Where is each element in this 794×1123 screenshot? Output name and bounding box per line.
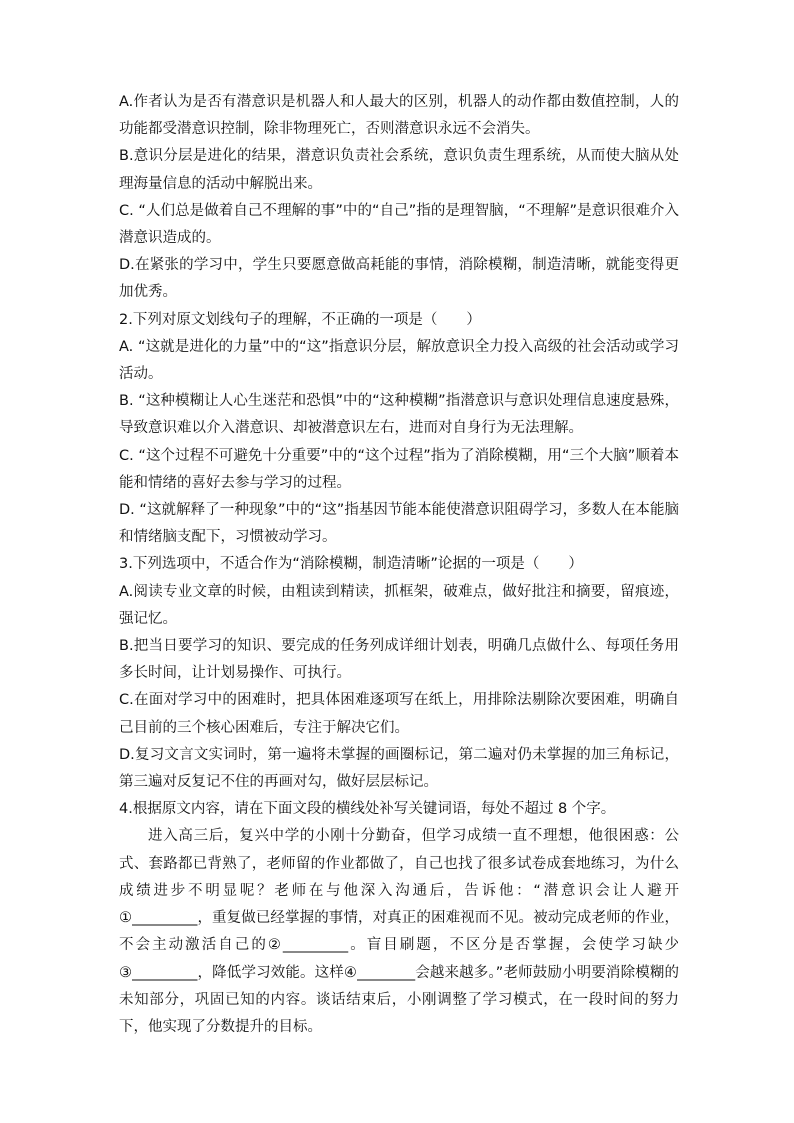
q3-option-d: D.复习文言文实词时，第一遍将未掌握的画圈标记，第二遍对仍未掌握的加三角标记，第三遍对反复记不住的再画对勾，做好层层标记。 (119, 746, 679, 791)
q3-stem: 3.下列选项中，不适合作为“消除模糊，制造清晰”论据的一项是（ ） (119, 556, 583, 573)
q3-option-b: B.把当日要学习的知识、要完成的任务列成详细计划表，明确几点做什么、每项任务用多长时间，让计划易操作、可执行。 (119, 638, 679, 682)
q2-stem: 2.下列对原文划线句子的理解，不正确的一项是（ ） (119, 311, 481, 328)
q1-option-d: D.在紧张的学习中，学生只要愿意做高耗能的事情，消除模糊，制造清晰，就能变得更加优秀。 (119, 257, 679, 301)
q2-option-a: A. “这就是进化的力量”中的“这”指意识分层，解放意识全力投入高级的社会活动或学习活动。 (119, 338, 679, 383)
q4-stem: 4.根据原文内容，请在下面文段的横线处补写关键词语，每处不超过 8 个字。 (119, 801, 616, 818)
q1-option-c: C. “人们总是做着自己不理解的事”中的“自己”指的是理智脑，“不理解”是意识很难介入潜意识造成的。 (119, 202, 679, 247)
q2-option-b: B. “这种模糊让人心生迷茫和恐惧”中的“这种模糊”指潜意识与意识处理信息速度悬殊，导致意识难以介入潜意识、却被潜意识左右，进而对自身行为无法理解。 (119, 393, 679, 437)
q2-option-c: C. “这个过程不可避免十分重要”中的“这个过程”指为了消除模糊，用“三个大脑”顺着本能和情绪的喜好去参与学习的过程。 (119, 447, 679, 491)
q3-option-c: C.在面对学习中的困难时，把具体困难逐项写在纸上，用排除法剔除次要困难，明确自己目前的三个核心困难后，专注于解决它们。 (119, 692, 679, 736)
question-content (119, 89, 679, 1041)
q4-passage: 进入高三后，复兴中学的小刚十分勤奋，但学习成绩一直不理想，他很困惑：公式、套路都已背熟了，老师留的作业都做了，自己也找了很多试卷成套地练习，为什么成绩进步不明显呢？老师在与他深入沟通后，告诉他：“潜意识会让人避开①_________，重复做已经掌握的事情，对真正的困难视而不见。被动完成老师的作业，不会主动激活自己的②_________。盲目刷题，不区分是否掌握，会使学习缺少③_________，降低学习效能。这样④________会越来越多。”老师鼓励小明要消除模糊的未知部分，巩固已知的内容。谈话结束后，小刚调整了学习模式，在一段时间的努力下，他实现了分数提升的目标。 (119, 828, 679, 1035)
q1-option-a: A.作者认为是否有潜意识是机器人和人最大的区别，机器人的动作都由数值控制，人的功能都受潜意识控制，除非物理死亡，否则潜意识永远不会消失。 (119, 94, 679, 138)
q3-option-a: A.阅读专业文章的时候，由粗读到精读，抓框架，破难点，做好批注和摘要，留痕迹，强记忆。 (119, 583, 679, 627)
q2-option-d: D. “这就解释了一种现象”中的“这”指基因节能本能使潜意识阻碍学习，多数人在本能脑和情绪脑支配下，习惯被动学习。 (119, 502, 679, 546)
q1-option-b: B.意识分层是进化的结果，潜意识负责社会系统，意识负责生理系统，从而使大脑从处理海量信息的活动中解脱出来。 (119, 148, 679, 192)
